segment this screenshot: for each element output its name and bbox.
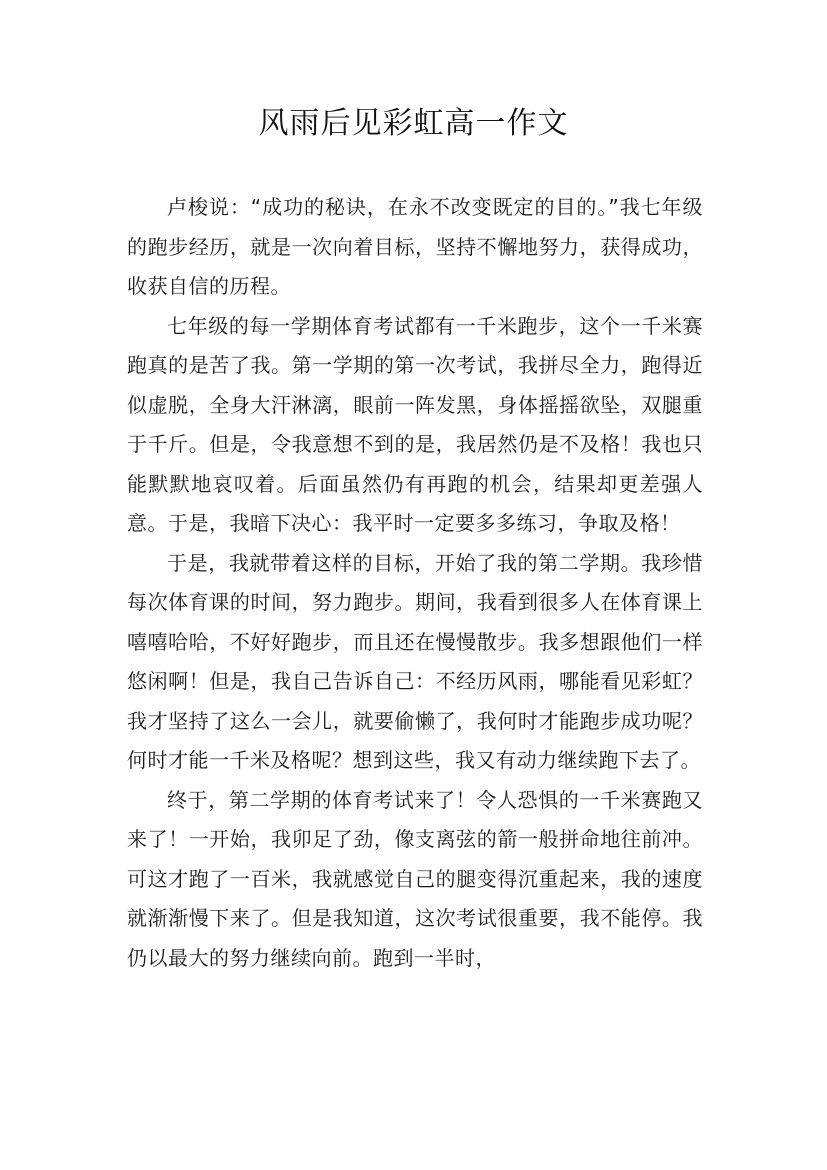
paragraph-2: 七年级的每一学期体育考试都有一千米跑步，这个一千米赛跑真的是苦了我。第一学期的第一次考试，我拼尽全力，跑得近似虚脱，全身大汗淋漓，眼前一阵发黑，身体摇摇欲坠，双腿重于千斤。但是，令我意想不到的是，我居然仍是不及格！我也只能默默地哀叹着。后面虽然仍有再跑的机会，结果却更差强人意。于是，我暗下决心：我平时一定要多多练习，争取及格！ xyxy=(127,313,703,535)
document-body xyxy=(127,188,703,978)
document-title: 风雨后见彩虹高一作文 xyxy=(258,106,569,141)
paragraph-1: 卢梭说：“成功的秘诀，在永不改变既定的目的。”我七年级的跑步经历，就是一次向着目标，坚持不懈地努力，获得成功，收获自信的历程。 xyxy=(127,195,703,298)
paragraph-3: 于是，我就带着这样的目标，开始了我的第二学期。我珍惜每次体育课的时间，努力跑步。期间，我看到很多人在体育课上嘻嘻哈哈，不好好跑步，而且还在慢慢散步。我多想跟他们一样悠闲啊！但是，我自己告诉自己：不经历风雨，哪能看见彩虹？我才坚持了这么一会儿，就要偷懒了，我何时才能跑步成功呢？何时才能一千米及格呢？想到这些，我又有动力继续跑下去了。 xyxy=(127,550,703,772)
paragraph-4: 终于，第二学期的体育考试来了！令人恐惧的一千米赛跑又来了！一开始，我卯足了劲，像支离弦的箭一般拼命地往前冲。可这才跑了一百米，我就感觉自己的腿变得沉重起来，我的速度就渐渐慢下来了。但是我知道，这次考试很重要，我不能停。我仍以最大的努力继续向前。跑到一半时， xyxy=(127,787,703,970)
